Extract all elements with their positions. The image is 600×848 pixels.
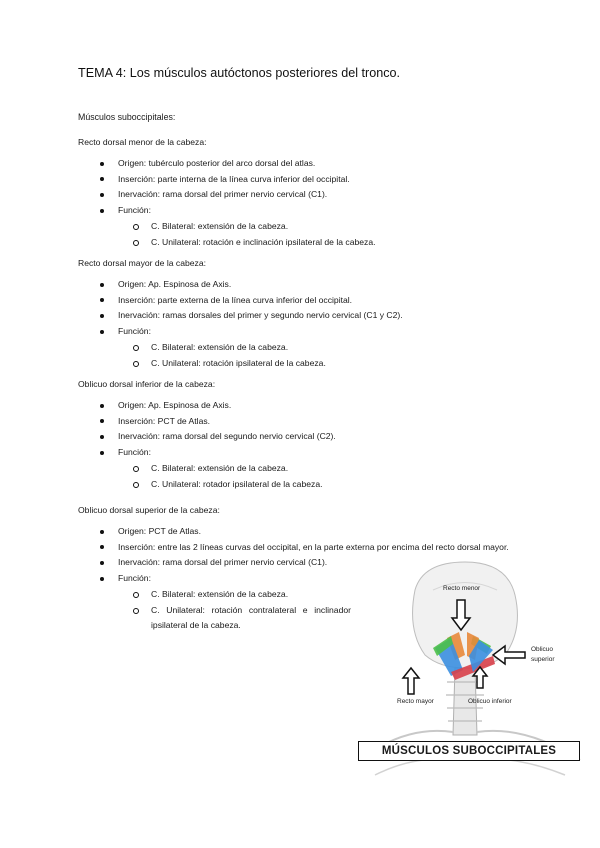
bullet-list (78, 398, 538, 461)
sub-list-item: C. Unilateral: rotación contralateral e inclinador ipsilateral de la cabeza. (78, 603, 351, 634)
sub-list-item: C. Unilateral: rotador ipsilateral de la cabeza. (78, 477, 538, 493)
list-item: Inserción: entre las 2 líneas curvas del occipital, en la parte externa por encima del recto dorsal mayor. (78, 540, 538, 556)
sub-list-item: C. Bilateral: extensión de la cabeza. (78, 461, 538, 477)
list-item: Función: (78, 203, 538, 219)
suboccipital-muscles-figure (355, 560, 585, 800)
rib-shape (375, 759, 565, 775)
section-recto-menor (78, 137, 538, 250)
list-item: Inserción: parte externa de la línea curva inferior del occipital. (78, 293, 538, 309)
label-recto-menor: Recto menor (443, 585, 481, 592)
sub-list-item: C. Bilateral: extensión de la cabeza. (78, 587, 351, 603)
section-heading: Recto dorsal mayor de la cabeza: (78, 258, 207, 268)
sub-list (78, 340, 538, 371)
sub-list (78, 461, 538, 492)
sub-list-item: C. Unilateral: rotación e inclinación ipsilateral de la cabeza. (78, 235, 538, 251)
list-item: Inserción: parte interna de la línea curva inferior del occipital. (78, 172, 538, 188)
figure-banner: MÚSCULOS SUBOCCIPITALES (358, 741, 580, 761)
list-item: Origen: PCT de Atlas. (78, 524, 538, 540)
section-oblicuo-inferior (78, 379, 538, 492)
section-heading: Recto dorsal menor de la cabeza: (78, 137, 207, 147)
list-item: Origen: Ap. Espinosa de Axis. (78, 398, 538, 414)
list-item: Función: (78, 324, 538, 340)
section-subtitle: Músculos suboccipitales: (78, 112, 176, 122)
list-item: Origen: Ap. Espinosa de Axis. (78, 277, 538, 293)
section-heading: Oblicuo dorsal inferior de la cabeza: (78, 379, 216, 389)
anatomy-illustration (355, 560, 585, 800)
page-title: TEMA 4: Los músculos autóctonos posteriores del tronco. (78, 66, 401, 80)
arrow-up-icon (403, 668, 419, 694)
sub-list-item: C. Bilateral: extensión de la cabeza. (78, 219, 538, 235)
label-recto-mayor: Recto mayor (397, 698, 434, 705)
list-item: Inervación: ramas dorsales del primer y segundo nervio cervical (C1 y C2). (78, 308, 538, 324)
label-oblicuo-superior-2: superior (531, 656, 555, 663)
section-heading: Oblicuo dorsal superior de la cabeza: (78, 505, 220, 515)
label-oblicuo-inferior: Oblicuo inferior (468, 698, 512, 705)
bullet-list (78, 156, 538, 219)
list-item: Origen: tubérculo posterior del arco dorsal del atlas. (78, 156, 538, 172)
list-item: Inervación: rama dorsal del segundo nervio cervical (C2). (78, 429, 538, 445)
list-item: Función: (78, 445, 538, 461)
list-item: Inervación: rama dorsal del primer nervio cervical (C1). (78, 187, 538, 203)
list-item: Función: (78, 571, 538, 587)
section-recto-mayor (78, 258, 538, 371)
label-oblicuo-superior: Oblicuo (531, 646, 554, 653)
sub-list (78, 219, 538, 250)
list-item: Inervación: rama dorsal del primer nervio cervical (C1). (78, 555, 388, 571)
bullet-list (78, 277, 538, 340)
sub-list-item: C. Bilateral: extensión de la cabeza. (78, 340, 538, 356)
list-item: Inserción: PCT de Atlas. (78, 414, 538, 430)
sub-list-item: C. Unilateral: rotación ipsilateral de la cabeza. (78, 356, 538, 372)
